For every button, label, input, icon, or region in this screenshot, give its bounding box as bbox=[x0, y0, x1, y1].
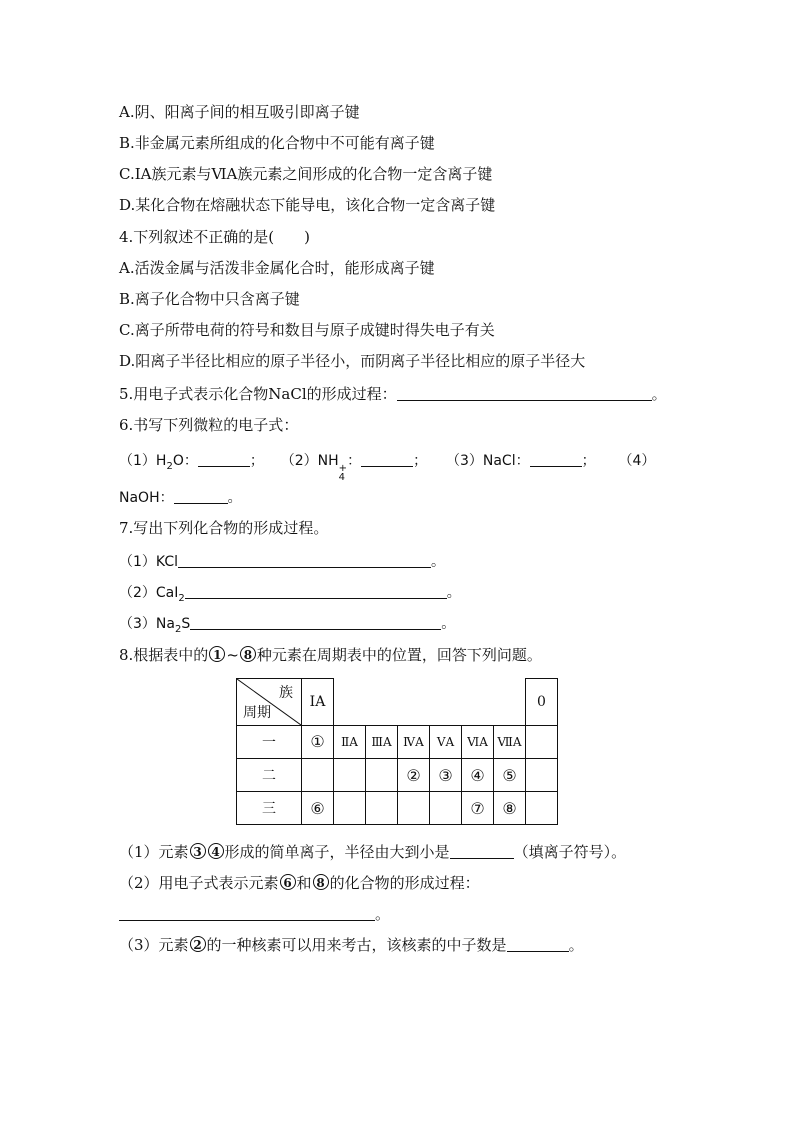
q4-stem: 4.下列叙述不正确的是( ) bbox=[119, 228, 311, 246]
header-group-label: 族 bbox=[279, 685, 293, 701]
q8-s2-circle-6: 6 bbox=[280, 874, 296, 890]
cell-element-1 bbox=[302, 726, 334, 759]
q8-s2-b: 的化合物的形成过程： bbox=[329, 874, 480, 892]
q8-sub-1 bbox=[119, 842, 626, 862]
cell-empty bbox=[526, 759, 558, 792]
q7-i2-blank[interactable] bbox=[185, 584, 447, 599]
q6-p4-label: （4） bbox=[618, 453, 656, 469]
table-empty-top bbox=[334, 679, 526, 726]
q7-i3-label-b: S bbox=[181, 616, 191, 632]
q5-stem: 5.用电子式表示化合物NaCl的形成过程： bbox=[119, 385, 397, 403]
q7-i3-sub: 2 bbox=[174, 623, 182, 635]
q7-i2-end: 。 bbox=[446, 585, 461, 601]
q7-stem: 7.写出下列化合物的形成过程。 bbox=[119, 519, 329, 537]
element-mark-6: ⑥ bbox=[310, 798, 325, 818]
q8-s1-a: （1）元素 bbox=[119, 843, 189, 861]
group-iva-header: ⅣA bbox=[398, 726, 430, 759]
cell-empty bbox=[398, 792, 430, 825]
q8-s1-circle-4: 4 bbox=[208, 843, 224, 859]
cell-element-7 bbox=[462, 792, 494, 825]
period-2-label: 二 bbox=[237, 759, 302, 792]
q7-i3-end: 。 bbox=[441, 616, 456, 632]
q6-p2-label-b: ： bbox=[347, 453, 362, 469]
header-period-label: 周期 bbox=[243, 705, 271, 721]
q8-s3-a: （3）元素 bbox=[119, 936, 189, 954]
q3-option-b: B.非金属元素所组成的化合物中不可能有离子键 bbox=[119, 134, 435, 152]
q6-stem: 6.书写下列微粒的电子式： bbox=[119, 416, 299, 434]
cell-empty bbox=[334, 759, 366, 792]
q6-p2-sup: + bbox=[338, 463, 348, 474]
q8-stem bbox=[119, 645, 542, 665]
group-0-header: 0 bbox=[526, 679, 558, 726]
q8-stem-circle-8: 8 bbox=[240, 646, 256, 662]
q6-p3-end: ； bbox=[581, 453, 596, 469]
group-ia-header: ⅠA bbox=[302, 679, 334, 726]
q8-sub-2-answer bbox=[119, 904, 390, 924]
q4-option-c: C.离子所带电荷的符号和数目与原子成键时得失电子有关 bbox=[119, 321, 495, 339]
cell-empty bbox=[366, 759, 398, 792]
q8-s1-blank[interactable] bbox=[450, 844, 514, 859]
q8-s3-blank[interactable] bbox=[507, 937, 569, 952]
cell-empty bbox=[334, 792, 366, 825]
q7-item-2 bbox=[119, 583, 461, 609]
q8-s2-circle-8: 8 bbox=[313, 874, 329, 890]
element-mark-4: ④ bbox=[470, 765, 485, 785]
q6-p2-blank[interactable] bbox=[361, 452, 413, 467]
q6-p1-sub: 2 bbox=[166, 460, 173, 472]
q3-option-d: D.某化合物在熔融状态下能导电，该化合物一定含离子键 bbox=[119, 196, 496, 214]
cell-empty bbox=[526, 726, 558, 759]
element-mark-1: ① bbox=[310, 732, 325, 751]
q5-line bbox=[119, 384, 667, 404]
q6-p2-label: （2）NH bbox=[280, 453, 339, 469]
q8-s3-circle-2: 2 bbox=[190, 936, 206, 952]
q8-stem-tilde: ~ bbox=[226, 646, 239, 664]
cell-element-5 bbox=[494, 759, 526, 792]
group-va-header: ⅤA bbox=[430, 726, 462, 759]
q7-i1-end: 。 bbox=[431, 554, 445, 570]
cell-element-3 bbox=[430, 759, 462, 792]
q8-s3-b: 的一种核素可以用来考古，该核素的中子数是 bbox=[206, 936, 507, 954]
cell-element-6 bbox=[302, 792, 334, 825]
element-mark-8: ⑧ bbox=[502, 798, 517, 818]
period-3-label: 三 bbox=[237, 792, 302, 825]
q6-p1-label-b: O： bbox=[172, 453, 198, 469]
q8-s1-circle-3: 3 bbox=[190, 843, 206, 859]
q4-option-b: B.离子化合物中只含离子键 bbox=[119, 290, 300, 308]
q8-sub-2 bbox=[119, 873, 480, 893]
table-header-cell bbox=[237, 679, 302, 726]
cell-element-4 bbox=[462, 759, 494, 792]
q8-stem-b: 种元素在周期表中的位置，回答下列问题。 bbox=[256, 646, 542, 664]
q6-p4-line bbox=[119, 488, 242, 508]
group-iia-header: ⅡA bbox=[334, 726, 366, 759]
q4-option-d: D.阳离子半径比相应的原子半径小，而阴离子半径比相应的原子半径大 bbox=[119, 352, 586, 370]
cell-empty bbox=[302, 759, 334, 792]
cell-element-8 bbox=[494, 792, 526, 825]
q6-p3-label: （3）NaCl： bbox=[445, 453, 530, 469]
group-iiia-header: ⅢA bbox=[366, 726, 398, 759]
q7-item-3 bbox=[119, 614, 455, 640]
q8-s2-and: 和 bbox=[296, 874, 312, 892]
q5-end: 。 bbox=[651, 385, 667, 403]
q8-s3-end: 。 bbox=[568, 936, 584, 954]
cell-element-2 bbox=[398, 759, 430, 792]
q8-stem-circle-1: 1 bbox=[209, 646, 225, 662]
q8-sub-3 bbox=[119, 935, 584, 955]
q6-p4-end: 。 bbox=[227, 490, 242, 506]
q7-i3-label: （3）Na bbox=[119, 616, 175, 632]
q7-item-1 bbox=[119, 552, 445, 572]
q6-p2-sub: 4 bbox=[338, 472, 346, 483]
element-mark-2: ② bbox=[406, 765, 421, 785]
cell-empty bbox=[526, 792, 558, 825]
q3-option-c: C.ⅠA族元素与ⅥA族元素之间形成的化合物一定含离子键 bbox=[119, 165, 493, 183]
q8-s1-b: 形成的简单离子，半径由大到小是 bbox=[224, 843, 450, 861]
q6-p1-blank[interactable] bbox=[198, 452, 250, 467]
q6-p4-label-b: NaOH： bbox=[119, 490, 174, 506]
q7-i2-label: （2）CaI bbox=[119, 585, 179, 601]
q5-answer-blank[interactable] bbox=[397, 386, 652, 401]
q8-stem-a: 8.根据表中的 bbox=[119, 646, 209, 664]
q8-s2-blank[interactable] bbox=[119, 906, 375, 921]
periodic-table bbox=[236, 678, 558, 825]
q3-option-a: A.阴、阳离子间的相互吸引即离子键 bbox=[119, 103, 360, 121]
q4-option-a: A.活泼金属与活泼非金属化合时，能形成离子键 bbox=[119, 259, 435, 277]
q6-p4-blank[interactable] bbox=[174, 489, 228, 504]
q8-s1-end: （填离子符号）。 bbox=[513, 843, 627, 861]
q6-p2-end: ； bbox=[413, 453, 428, 469]
q8-s2-end: 。 bbox=[375, 905, 391, 923]
q6-p1-label: （1）H bbox=[119, 453, 167, 469]
element-mark-7: ⑦ bbox=[470, 798, 485, 818]
q6-p3-blank[interactable] bbox=[530, 452, 582, 467]
q6-p1-end: ； bbox=[249, 453, 264, 469]
element-mark-3: ③ bbox=[438, 765, 453, 785]
q7-i3-blank[interactable] bbox=[190, 615, 441, 630]
cell-empty bbox=[366, 792, 398, 825]
q7-i1-blank[interactable] bbox=[178, 553, 431, 568]
q6-parts bbox=[119, 451, 655, 482]
q7-i2-sub: 2 bbox=[178, 592, 185, 604]
cell-empty bbox=[430, 792, 462, 825]
element-mark-5: ⑤ bbox=[502, 765, 517, 785]
q7-i1-label: （1）KCl bbox=[119, 554, 178, 570]
group-via-header: ⅥA bbox=[462, 726, 494, 759]
q8-s2-a: （2）用电子式表示元素 bbox=[119, 874, 279, 892]
period-1-label: 一 bbox=[237, 726, 302, 759]
group-viia-header: ⅦA bbox=[494, 726, 526, 759]
